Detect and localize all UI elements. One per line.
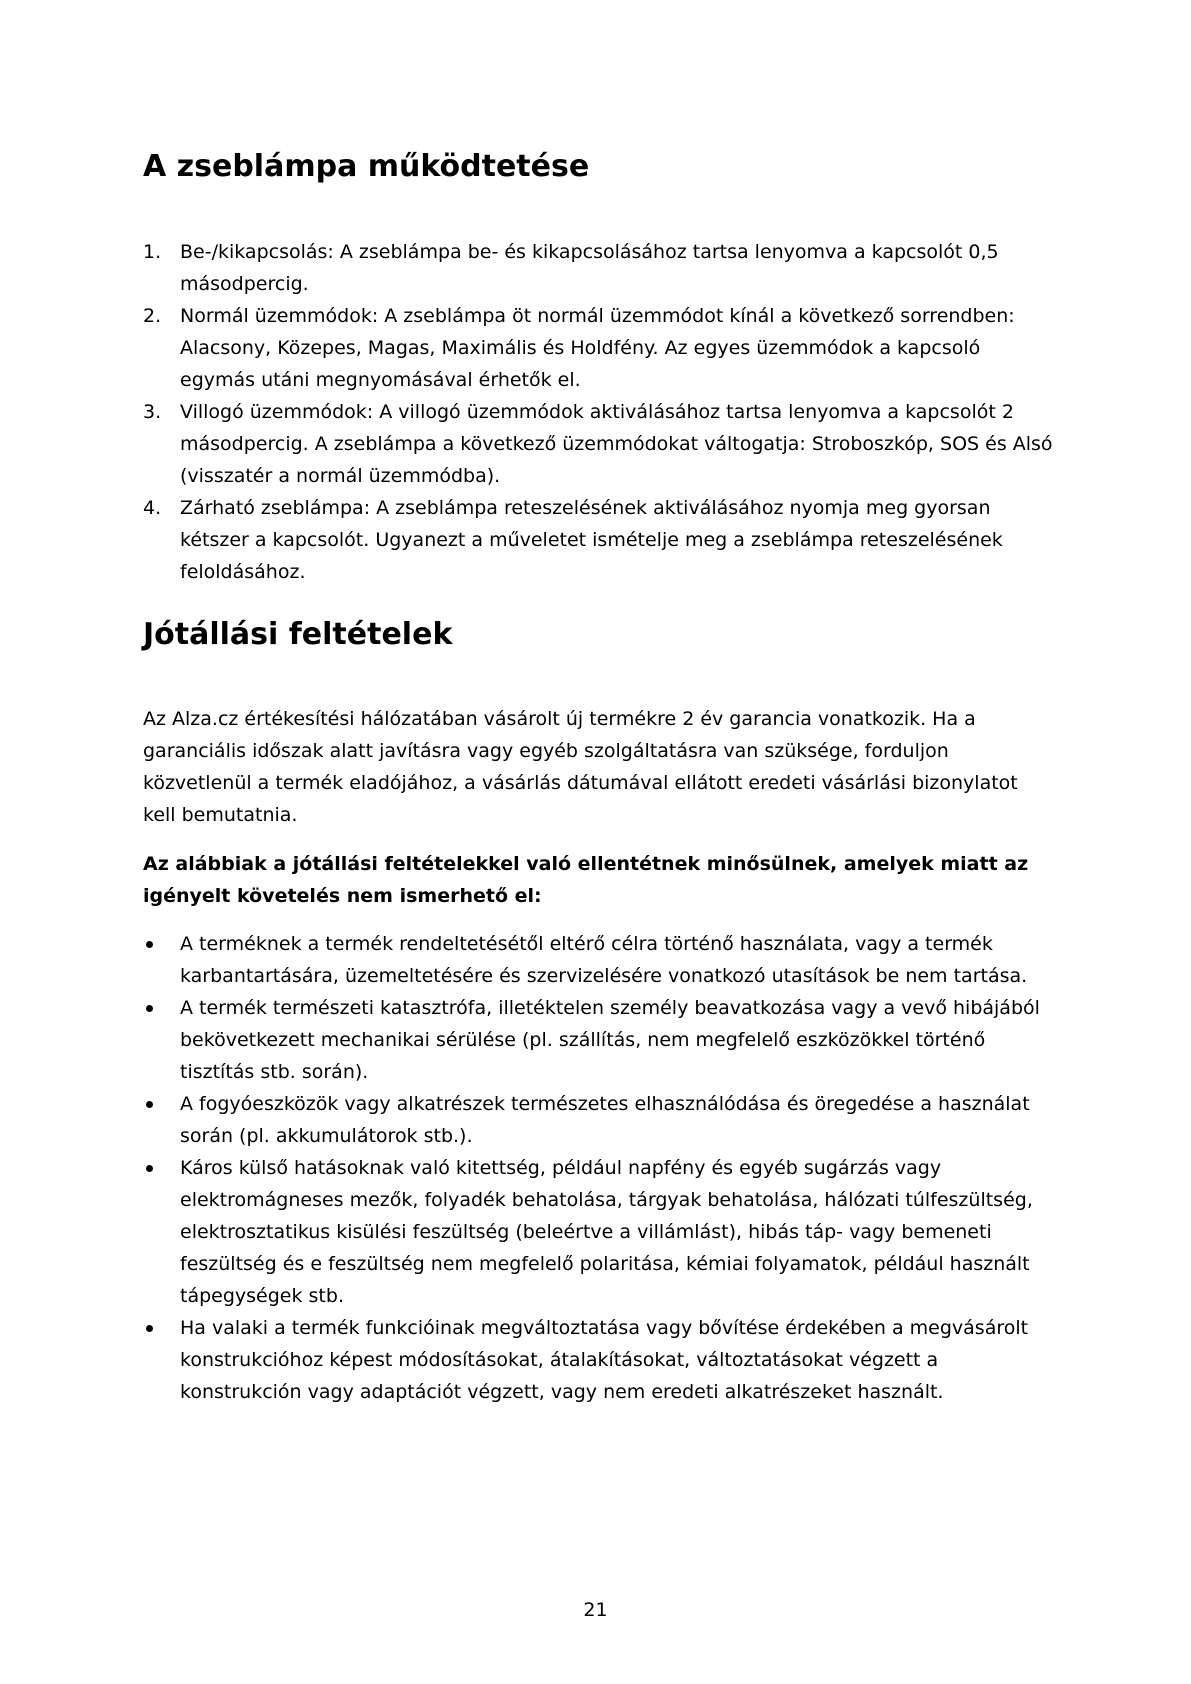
list-item-text: A fogyóeszközök vagy alkatrészek természetes elhasználódása és öregedése a használat során (pl. akkumulátorok stb.). xyxy=(180,1093,1030,1147)
list-item xyxy=(143,1152,1053,1312)
list-item-text: A terméknek a termék rendeltetésétől eltérő célra történő használata, vagy a termék karbantartására, üzemeltetésére és szervizelésére vonatkozó utasítások be nem tartása. xyxy=(180,933,1028,987)
list-item-text: Káros külső hatásoknak való kitettség, például napfény és egyéb sugárzás vagy elektromágneses mezők, folyadék behatolása, tárgyak behatolása, hálózati túlfeszültség, elektrosztatikus kisülési feszültség (beleértve a villámlást), hibás táp- vagy bemeneti feszültség és e feszültség nem megfelelő polaritása, kémiai folyamatok, például használt tápegységek stb. xyxy=(180,1157,1033,1307)
list-number: 3. xyxy=(143,401,162,423)
list-item xyxy=(143,928,1053,992)
list-item-text: A termék természeti katasztrófa, illetéktelen személy beavatkozása vagy a vevő hibájából bekövetkezett mechanikai sérülése (pl. szállítás, nem megfelelő eszközökkel történő tisztítás stb. során). xyxy=(180,997,1040,1083)
list-item xyxy=(143,300,1053,396)
warranty-exclusions-list xyxy=(143,928,1053,1408)
warranty-exclusions-title: Az alábbiak a jótállási feltételekkel való ellentétnek minősülnek, amelyek miatt az igényelt követelés nem ismerhető el: xyxy=(143,853,1029,907)
list-number: 2. xyxy=(143,305,162,327)
bullet-icon xyxy=(146,1325,153,1332)
operation-steps-list xyxy=(143,236,1053,588)
list-number: 1. xyxy=(143,241,162,263)
bullet-icon xyxy=(146,1005,153,1012)
list-item-text: Zárható zseblámpa: A zseblámpa reteszelésének aktiválásához nyomja meg gyorsan kétszer a kapcsolót. Ugyanezt a műveletet ismételje meg a zseblámpa reteszelésének feloldásához. xyxy=(180,497,1003,583)
list-item-text: Villogó üzemmódok: A villogó üzemmódok aktiválásához tartsa lenyomva a kapcsolót 2 másodpercig. A zseblámpa a következő üzemmódokat váltogatja: Stroboszkóp, SOS és Alsó (visszatér a normál üzemmódba). xyxy=(180,401,1053,487)
list-item xyxy=(143,1088,1053,1152)
list-item xyxy=(143,396,1053,492)
bullet-icon xyxy=(146,941,153,948)
warranty-intro-paragraph: Az Alza.cz értékesítési hálózatában vásárolt új termékre 2 év garancia vonatkozik. Ha a garanciális időszak alatt javításra vagy egyéb szolgáltatásra van szüksége, forduljon közvetlenül a termék eladójához, a vásárlás dátumával ellátott eredeti vásárlási bizonylatot kell bemutatnia. xyxy=(143,708,1018,826)
list-item-text: Ha valaki a termék funkcióinak megváltoztatása vagy bővítése érdekében a megvásárolt konstrukcióhoz képest módosításokat, átalakításokat, változtatásokat végzett a konstrukción vagy adaptációt végzett, vagy nem eredeti alkatrészeket használt. xyxy=(180,1317,1029,1403)
section-heading-warranty: Jótállási feltételek xyxy=(143,617,453,652)
section-heading-operation: A zseblámpa működtetése xyxy=(143,149,590,184)
list-item xyxy=(143,492,1053,588)
bullet-icon xyxy=(146,1101,153,1108)
list-item-text: Be-/kikapcsolás: A zseblámpa be- és kikapcsolásához tartsa lenyomva a kapcsolót 0,5 másodpercig. xyxy=(180,241,999,295)
list-item xyxy=(143,236,1053,300)
list-item-text: Normál üzemmódok: A zseblámpa öt normál üzemmódot kínál a következő sorrendben: Alacsony, Közepes, Magas, Maximális és Holdfény. Az egyes üzemmódok a kapcsoló egymás utáni megnyomásával érhetők el. xyxy=(180,305,1015,391)
page-number: 21 xyxy=(583,1599,608,1621)
bullet-icon xyxy=(146,1165,153,1172)
list-item xyxy=(143,1312,1053,1408)
list-item xyxy=(143,992,1053,1088)
list-number: 4. xyxy=(143,497,162,519)
